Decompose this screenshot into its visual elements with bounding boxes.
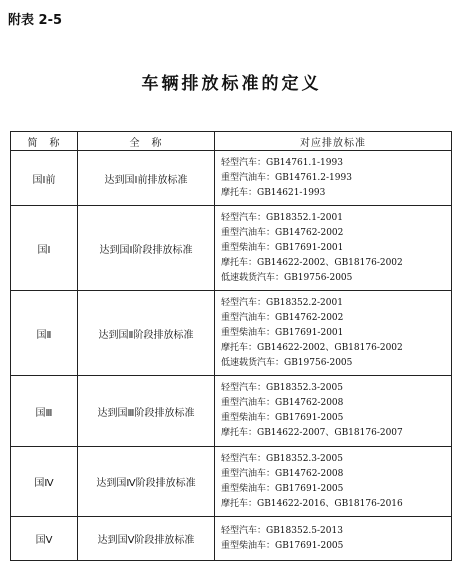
table-header-row [11, 132, 452, 151]
standard-line: 重型汽油车：GB14762-2008 [221, 398, 344, 408]
standard-line: 低速载货汽车：GB19756-2005 [221, 272, 353, 283]
standard-line: 轻型汽车：GB14761.1-1993 [221, 157, 343, 168]
row-standards [215, 376, 452, 447]
standard-line: 重型柴油车：GB17691-2005 [221, 413, 344, 423]
standard-line: 轻型汽车：GB18352.3-2005 [221, 383, 343, 393]
row-standards [215, 447, 452, 517]
row-full-name: 达到国Ⅳ阶段排放标准 [78, 447, 215, 517]
row-standards [215, 291, 452, 376]
standard-line: 轻型汽车：GB18352.2-2001 [221, 297, 343, 308]
header-standards: 对应排放标准 [215, 132, 452, 151]
standard-line: 重型汽油车：GB14762-2002 [221, 312, 344, 323]
standard-line: 重型汽油车：GB14761.2-1993 [221, 172, 352, 183]
standard-line: 轻型汽车：GB18352.5-2013 [221, 525, 343, 536]
standard-line: 低速载货汽车：GB19756-2005 [221, 357, 353, 368]
standard-line: 重型汽油车：GB14762-2008 [221, 468, 344, 479]
row-standards [215, 151, 452, 206]
standard-line: 轻型汽车：GB18352.1-2001 [221, 212, 343, 223]
row-short-name: 国Ⅰ前 [11, 151, 78, 206]
standard-line: 重型柴油车：GB17691-2005 [221, 483, 344, 494]
table-row [11, 206, 452, 291]
standard-line: 重型汽油车：GB14762-2002 [221, 227, 344, 238]
row-short-name: 国Ⅱ [11, 291, 78, 376]
standard-line: 摩托车：GB14621-1993 [221, 187, 326, 198]
standard-line: 轻型汽车：GB18352.3-2005 [221, 453, 343, 464]
row-full-name: 达到国Ⅰ前排放标准 [78, 151, 215, 206]
appendix-label: 附表 2-5 [8, 13, 63, 28]
standard-line: 摩托车：GB14622-2007、GB18176-2007 [221, 428, 403, 438]
row-full-name: 达到国Ⅱ阶段排放标准 [78, 291, 215, 376]
row-full-name: 达到国Ⅰ阶段排放标准 [78, 206, 215, 291]
row-short-name: 国Ⅴ [11, 517, 78, 561]
table-row [11, 291, 452, 376]
standard-line: 摩托车：GB14622-2016、GB18176-2016 [221, 498, 403, 509]
row-short-name: 国Ⅰ [11, 206, 78, 291]
row-full-name: 达到国Ⅴ阶段排放标准 [78, 517, 215, 561]
standard-line: 摩托车：GB14622-2002、GB18176-2002 [221, 342, 403, 353]
row-standards [215, 206, 452, 291]
row-short-name: 国Ⅳ [11, 447, 78, 517]
header-full-name: 全 称 [78, 132, 215, 151]
standard-line: 摩托车：GB14622-2002、GB18176-2002 [221, 257, 403, 268]
row-short-name: 国Ⅲ [11, 376, 78, 447]
page-title: 车辆排放标准的定义 [141, 74, 322, 94]
row-standards [215, 517, 452, 561]
table-row [11, 517, 452, 561]
emission-standards-table [10, 131, 452, 561]
header-short-name: 简 称 [11, 132, 78, 151]
standard-line: 重型柴油车：GB17691-2001 [221, 327, 344, 338]
standard-line: 重型柴油车：GB17691-2005 [221, 540, 344, 551]
row-full-name: 达到国Ⅲ阶段排放标准 [78, 376, 215, 447]
table-row [11, 447, 452, 517]
table-row [11, 376, 452, 447]
table-row [11, 151, 452, 206]
standard-line: 重型柴油车：GB17691-2001 [221, 242, 344, 253]
